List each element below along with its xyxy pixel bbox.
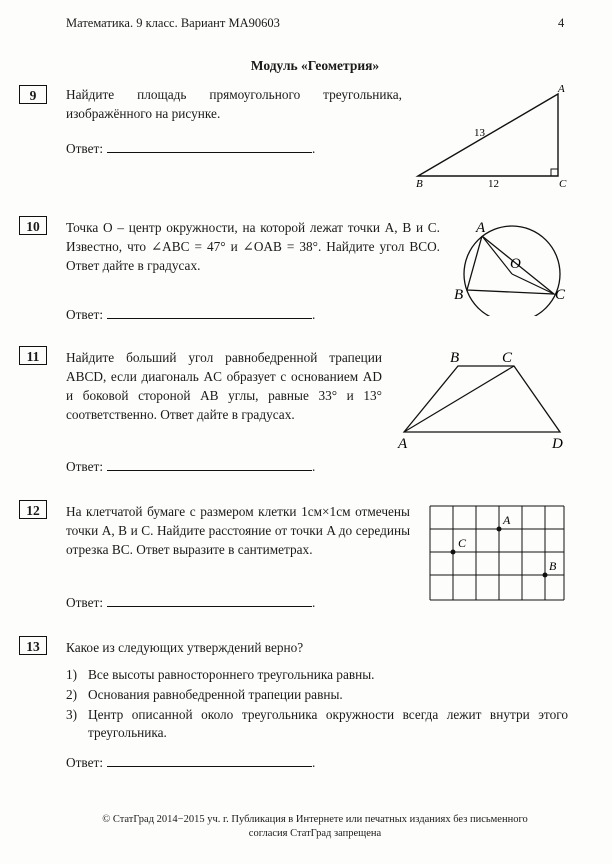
task-number-9: 9 bbox=[19, 85, 47, 104]
trapezoid-abcd bbox=[404, 366, 560, 432]
module-title: Модуль «Геометрия» bbox=[250, 58, 380, 73]
option-3: 3) Центр описанной около треугольника окружности всегда лежит внутри этого треугольника. bbox=[66, 707, 568, 740]
task-number-10: 10 bbox=[19, 216, 47, 235]
task-13-answer: Ответ: . bbox=[66, 755, 316, 770]
task-13-question: Какое из следующих утверждений верно? bbox=[66, 640, 304, 655]
answer-label: Ответ: bbox=[66, 307, 104, 322]
right-triangle bbox=[418, 94, 558, 176]
point-c-label: C bbox=[555, 287, 566, 303]
task-9-answer: Ответ: . bbox=[66, 141, 316, 156]
answer-line[interactable] bbox=[107, 306, 312, 319]
task-11-figure bbox=[394, 346, 578, 452]
segment-oa bbox=[482, 236, 512, 274]
point-b bbox=[543, 573, 548, 578]
vertex-c-label: C bbox=[559, 178, 567, 190]
point-c bbox=[451, 550, 456, 555]
task-11-answer: Ответ: . bbox=[66, 459, 316, 474]
grid bbox=[430, 506, 564, 600]
leg-label: 12 bbox=[488, 178, 499, 190]
diagonal-ac bbox=[404, 366, 514, 432]
vertex-b-label: B bbox=[450, 350, 460, 366]
point-b-label: B bbox=[454, 287, 464, 303]
task-12-figure bbox=[426, 502, 568, 604]
task-number-11: 11 bbox=[19, 346, 47, 365]
vertex-a-label: A bbox=[558, 83, 565, 95]
point-b-label: B bbox=[549, 559, 557, 573]
footer bbox=[40, 813, 590, 841]
answer-line[interactable] bbox=[107, 754, 312, 767]
task-number-13: 13 bbox=[19, 636, 47, 655]
point-o-label: O bbox=[510, 256, 521, 272]
task-10-text: Точка O – центр окружности, на которой лежат точки A, B и C. Известно, что ∠ABC = 47° и ∠OAB = 38°. Найдите угол BCO. Ответ дайте в градусах. bbox=[66, 220, 440, 273]
footer-line-2: согласия СтатГрад запрещена bbox=[248, 828, 382, 839]
vertex-a-label: A bbox=[398, 436, 408, 452]
point-a bbox=[497, 527, 502, 532]
vertex-d-label: D bbox=[552, 436, 563, 452]
answer-line[interactable] bbox=[107, 458, 312, 471]
task-9-text: Найдите площадь прямоугольного треугольника, изображённого на рисунке. bbox=[66, 87, 402, 121]
task-9-figure bbox=[410, 80, 580, 192]
point-a-label: A bbox=[476, 220, 486, 236]
page-header-title: Математика. 9 класс. Вариант МА90603 bbox=[66, 16, 280, 30]
task-10-figure bbox=[448, 216, 578, 316]
answer-label: Ответ: bbox=[66, 141, 104, 156]
vertex-b-label: B bbox=[416, 178, 423, 190]
task-12-text: На клетчатой бумаге с размером клетки 1см×1см отмечены точки A, B и C. Найдите расстояние от точки A до середины отрезка BC. Ответ выразите в сантиметрах. bbox=[66, 504, 410, 557]
task-number-12: 12 bbox=[19, 500, 47, 519]
task-10-answer: Ответ: . bbox=[66, 307, 316, 322]
answer-label: Ответ: bbox=[66, 595, 104, 610]
vertex-c-label: C bbox=[502, 350, 513, 366]
answer-line[interactable] bbox=[107, 140, 312, 153]
answer-label: Ответ: bbox=[66, 755, 104, 770]
footer-line-1: © СтатГрад 2014−2015 уч. г. Публикация в Интернете или печатных изданиях без письменного bbox=[102, 814, 528, 825]
point-c-label: C bbox=[458, 536, 467, 550]
task-11-text: Найдите больший угол равнобедренной трапеции ABCD, если диагональ AC образует с основанием AD и боковой стороной AB углы, равные 33° и 13° соответственно. Ответ дайте в градусах. bbox=[66, 350, 382, 422]
right-angle-mark bbox=[551, 169, 558, 176]
page-number: 4 bbox=[558, 16, 565, 30]
option-2: 2) Основания равнобедренной трапеции равны. bbox=[66, 687, 343, 702]
option-1: 1) Все высоты равностороннего треугольника равны. bbox=[66, 667, 375, 682]
answer-line[interactable] bbox=[107, 594, 312, 607]
hypotenuse-label: 13 bbox=[474, 127, 485, 139]
answer-label: Ответ: bbox=[66, 459, 104, 474]
task-13-options bbox=[66, 666, 568, 742]
point-a-label: A bbox=[503, 513, 511, 527]
task-12-answer: Ответ: . bbox=[66, 595, 316, 610]
